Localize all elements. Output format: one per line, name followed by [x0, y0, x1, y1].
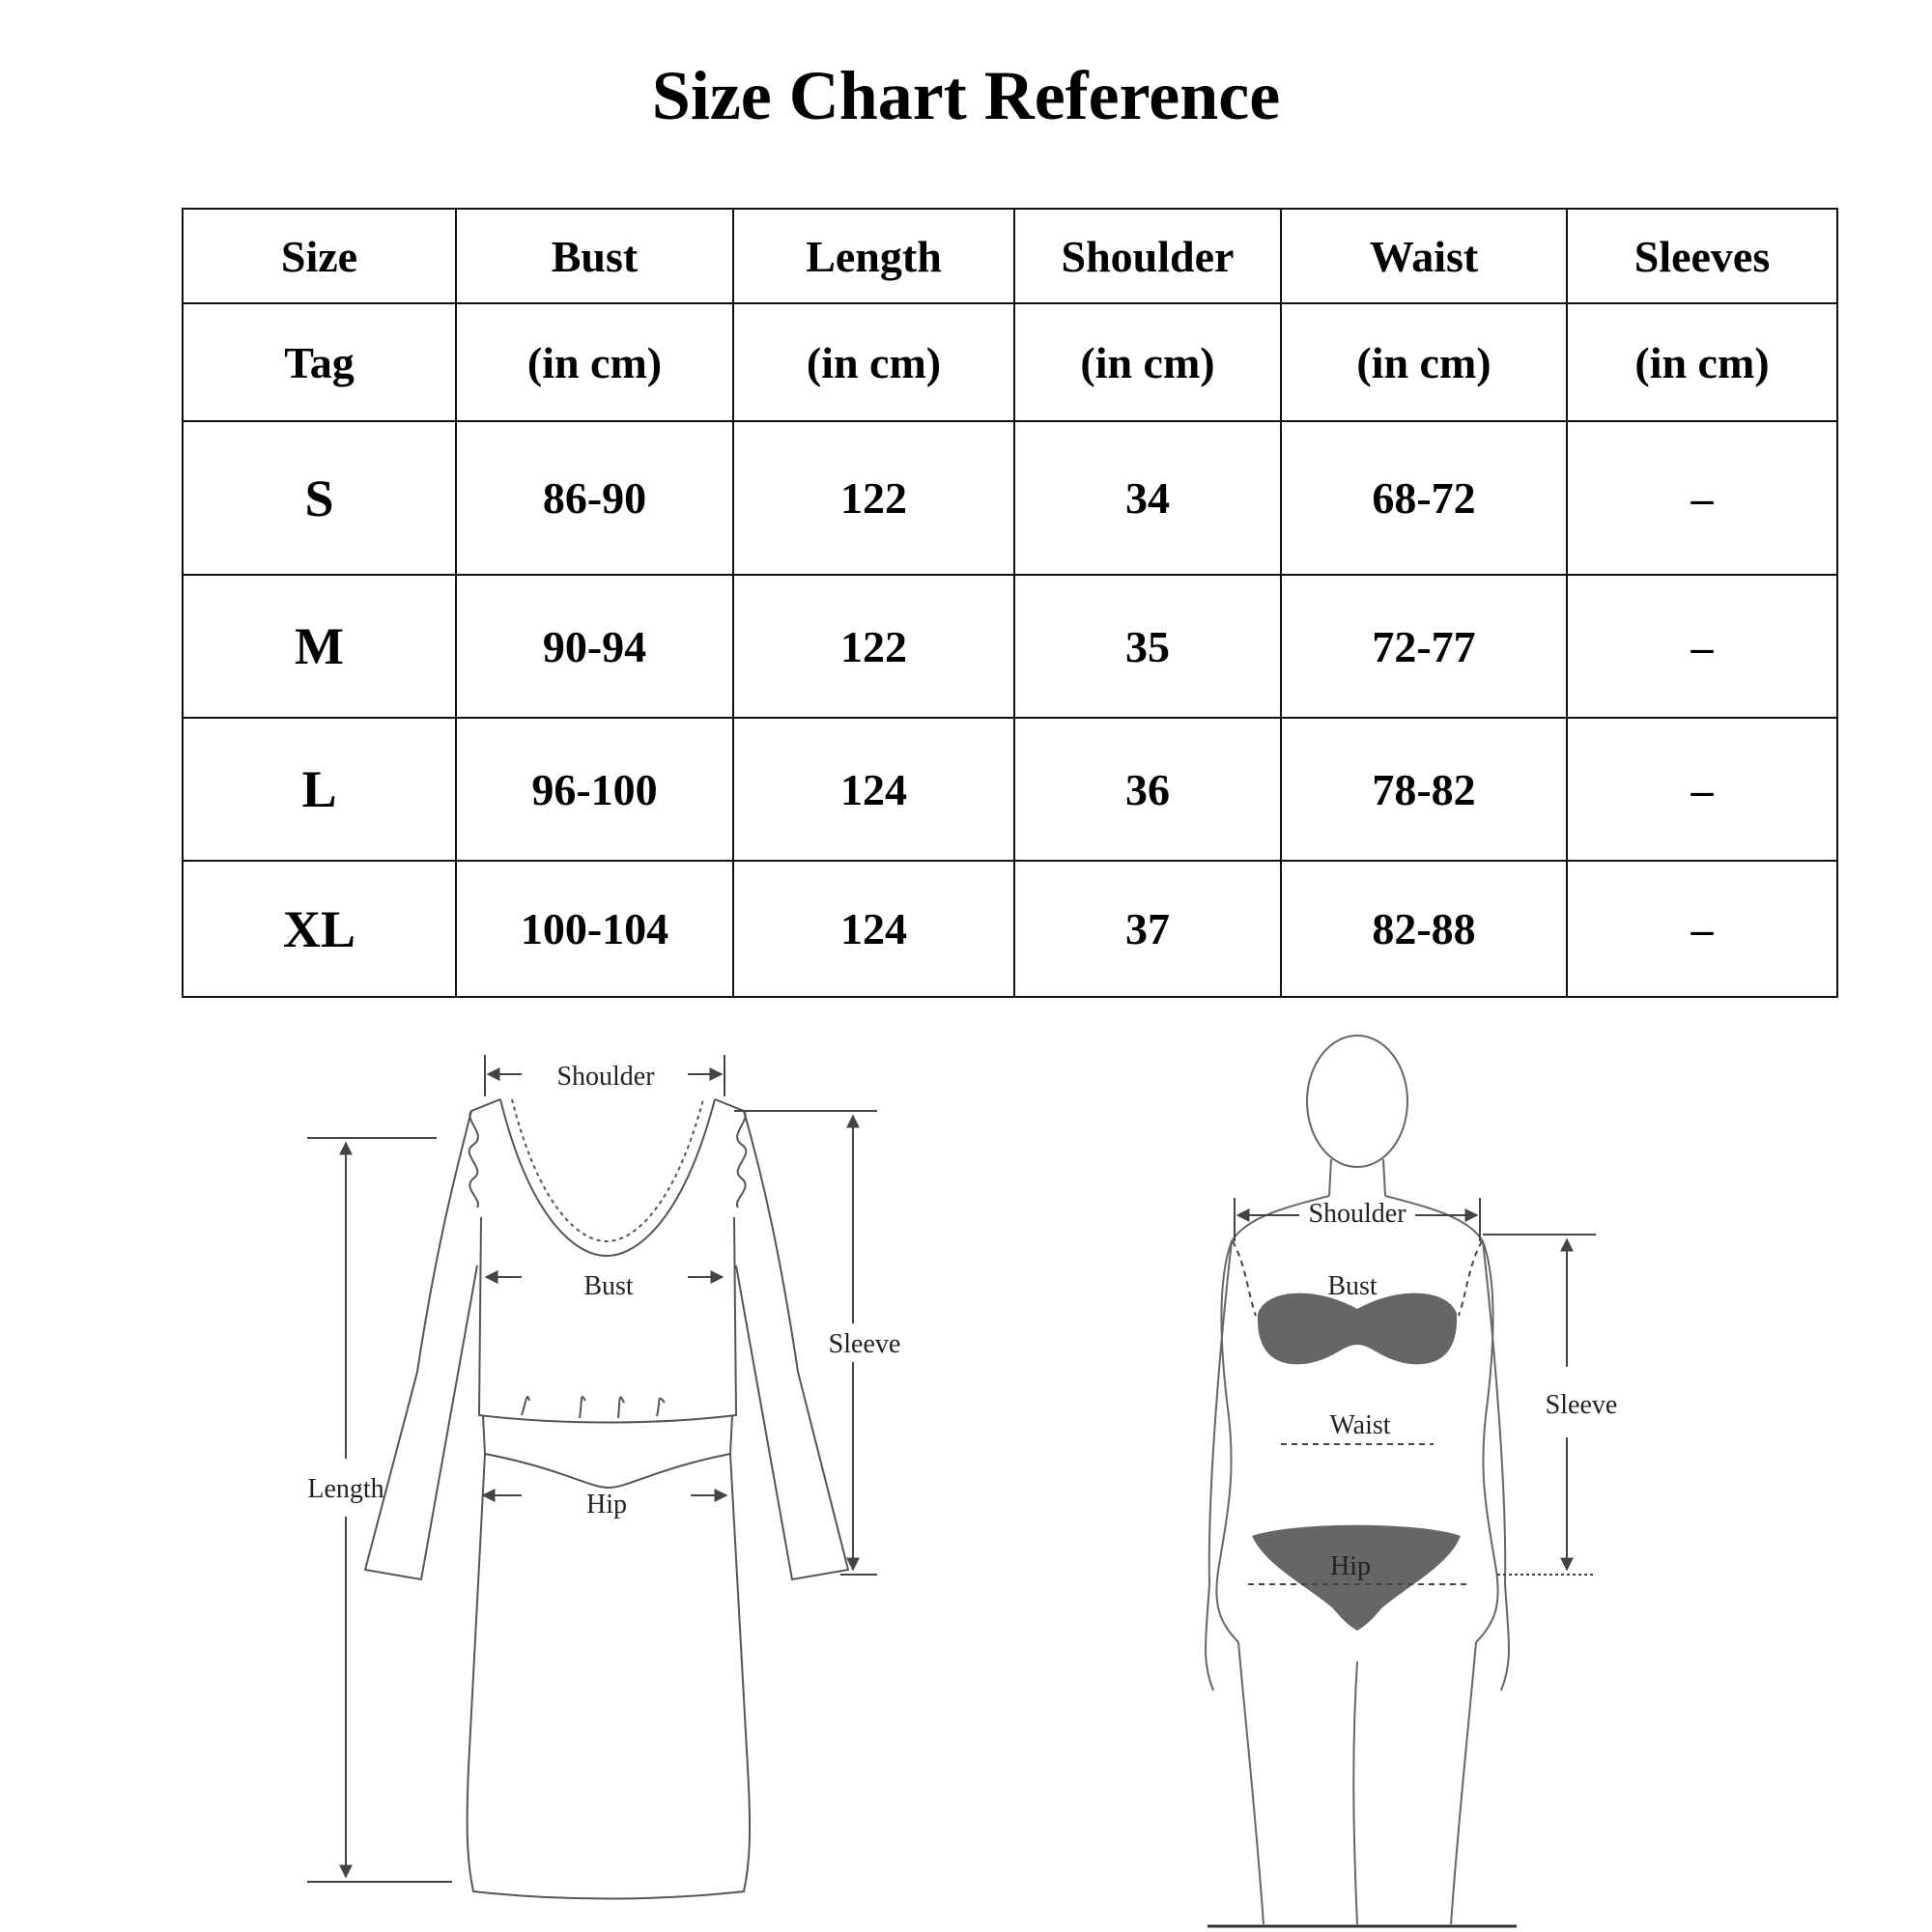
shoulder-cell: 36 — [1014, 718, 1281, 861]
bust-cell: 100-104 — [456, 861, 733, 997]
table-row — [183, 575, 1837, 718]
shoulder-cell: 34 — [1014, 421, 1281, 575]
size-cell: S — [183, 421, 456, 575]
waist-cell: 72-77 — [1281, 575, 1567, 718]
header-waist: Waist — [1281, 209, 1567, 303]
sleeves-cell: – — [1567, 718, 1837, 861]
body-outline — [1206, 1036, 1517, 1926]
size-cell: XL — [183, 861, 456, 997]
shoulder-cell: 35 — [1014, 575, 1281, 718]
sleeves-cell: – — [1567, 861, 1837, 997]
unit-size: Tag — [183, 303, 456, 421]
shoulder-cell: 37 — [1014, 861, 1281, 997]
dress-shoulder-label: Shoulder — [556, 1062, 655, 1092]
waist-cell: 78-82 — [1281, 718, 1567, 861]
unit-waist: (in cm) — [1281, 303, 1567, 421]
table-row — [183, 718, 1837, 861]
waist-cell: 68-72 — [1281, 421, 1567, 575]
size-cell: L — [183, 718, 456, 861]
table-unit-row — [183, 303, 1837, 421]
dress-diagram — [0, 1024, 966, 1932]
unit-sleeves: (in cm) — [1567, 303, 1837, 421]
length-cell: 122 — [733, 421, 1014, 575]
waist-cell: 82-88 — [1281, 861, 1567, 997]
sleeves-cell: – — [1567, 575, 1837, 718]
header-bust: Bust — [456, 209, 733, 303]
dress-length-label: Length — [307, 1474, 384, 1504]
table-row — [183, 421, 1837, 575]
unit-length: (in cm) — [733, 303, 1014, 421]
size-cell: M — [183, 575, 456, 718]
body-diagram — [966, 1024, 1932, 1932]
body-bust-label: Bust — [1327, 1271, 1378, 1301]
bust-cell: 86-90 — [456, 421, 733, 575]
body-hip-label: Hip — [1330, 1551, 1371, 1581]
size-table — [182, 208, 1838, 998]
table-row — [183, 861, 1837, 997]
unit-shoulder: (in cm) — [1014, 303, 1281, 421]
dress-hip-label: Hip — [586, 1490, 627, 1520]
header-sleeves: Sleeves — [1567, 209, 1837, 303]
size-table-container — [182, 208, 1836, 998]
body-shoulder-label: Shoulder — [1308, 1199, 1406, 1229]
body-waist-label: Waist — [1329, 1410, 1391, 1440]
dress-sleeve-label: Sleeve — [828, 1329, 901, 1359]
header-length: Length — [733, 209, 1014, 303]
bust-garment — [1258, 1293, 1457, 1365]
page-title: Size Chart Reference — [651, 57, 1281, 134]
unit-bust: (in cm) — [456, 303, 733, 421]
header-size: Size — [183, 209, 456, 303]
bust-cell: 90-94 — [456, 575, 733, 718]
header-shoulder: Shoulder — [1014, 209, 1281, 303]
dress-bust-label: Bust — [583, 1271, 634, 1301]
dress-length-measure — [307, 1138, 452, 1882]
sleeves-cell: – — [1567, 421, 1837, 575]
length-cell: 124 — [733, 718, 1014, 861]
body-sleeve-label: Sleeve — [1545, 1390, 1618, 1420]
table-header-row — [183, 209, 1837, 303]
bust-cell: 96-100 — [456, 718, 733, 861]
length-cell: 124 — [733, 861, 1014, 997]
length-cell: 122 — [733, 575, 1014, 718]
